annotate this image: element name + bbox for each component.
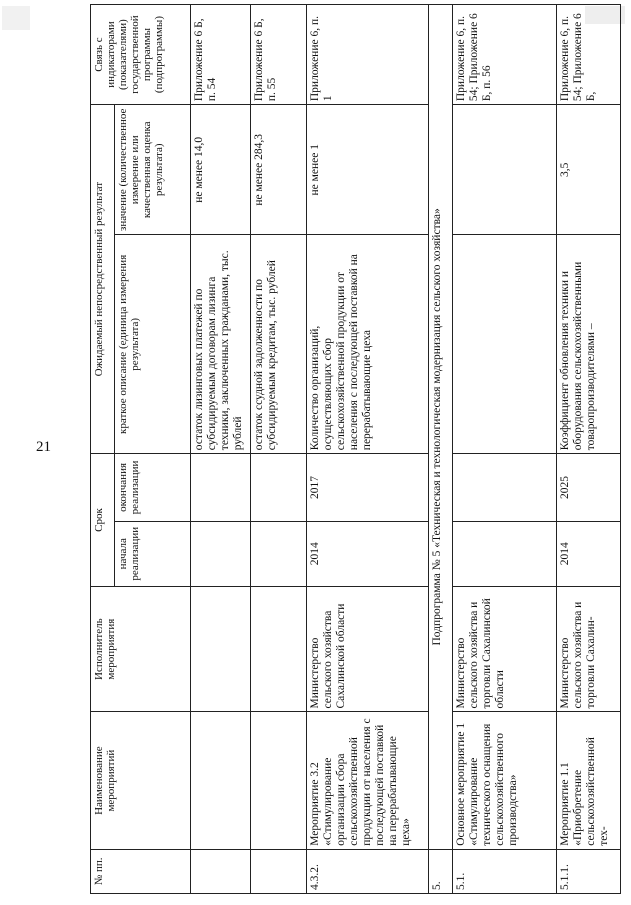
table-row	[307, 5, 429, 894]
cell-executor	[191, 586, 251, 712]
activities-table	[90, 4, 621, 894]
cell-num: 5.1.1.	[557, 849, 621, 893]
cell-end: 2025	[557, 454, 621, 521]
header-result: Ожидаемый непосредственный результат	[91, 105, 115, 454]
subprogram-title: Подпрограмма № 5 «Техническая и технологическая модернизация сельского хозяйства»	[429, 5, 453, 850]
cell-desc: Коэффициент обновления техники и оборудования сельскохозяйственными товаропроизводителями –	[557, 235, 621, 454]
header-result-desc: краткое описание (единица измерения результата)	[115, 235, 191, 454]
cell-start	[191, 521, 251, 586]
rotated-table-container	[90, 4, 620, 894]
header-name: Наименование мероприятий	[91, 712, 191, 849]
table-row	[557, 5, 621, 894]
cell-executor: Министерство сельского хозяйства Сахалинской области	[307, 586, 429, 712]
cell-desc	[453, 235, 557, 454]
cell-value: не менее 284,3	[251, 105, 307, 235]
cell-end	[191, 454, 251, 521]
cell-num: 4.3.2.	[307, 849, 429, 893]
subprogram-row	[429, 5, 453, 894]
cell-start	[453, 521, 557, 586]
header-term-end: окончания реализации	[115, 454, 191, 521]
cell-name: Мероприятие 1.1 «Приобретение сельскохозяйственной тех-	[557, 712, 621, 849]
cell-end	[251, 454, 307, 521]
cell-value	[453, 105, 557, 235]
cell-num	[251, 849, 307, 893]
header-term: Срок	[91, 454, 115, 587]
header-link: Связь с индикаторами (показателями) государственной программы (подпрограммы)	[91, 5, 191, 105]
cell-name: Мероприятие 3.2 «Стимулирование организации сбора сельскохозяйственной продукции от населения с последующей поставкой на перерабатывающие цеха»	[307, 712, 429, 849]
table-row	[191, 5, 251, 894]
cell-end: 2017	[307, 454, 429, 521]
cell-value: 3,5	[557, 105, 621, 235]
cell-executor: Министерство сельского хозяйства и торговли Сахалинской области	[453, 586, 557, 712]
cell-start: 2014	[307, 521, 429, 586]
cell-desc: Количество организаций, осуществляющих сбор сельскохозяйственной продукции от населения с последующей поставкой на перерабатывающие цеха	[307, 235, 429, 454]
cell-num: 5.1.	[453, 849, 557, 893]
cell-executor	[251, 586, 307, 712]
cell-end	[453, 454, 557, 521]
table-row	[453, 5, 557, 894]
cell-link: Приложение 6 Б, п. 54	[191, 5, 251, 105]
header-num: № пп.	[91, 849, 191, 893]
cell-desc: остаток лизинговых платежей по субсидируемым договорам лизинга техники, заключенных гражданами, тыс. рублей	[191, 235, 251, 454]
cell-desc: остаток ссудной задолженности по субсидируемым кредитам, тыс. рублей	[251, 235, 307, 454]
header-row	[91, 5, 115, 894]
cell-start: 2014	[557, 521, 621, 586]
cell-executor: Министерство сельского хозяйства и торговли Сахалин-	[557, 586, 621, 712]
cell-link: Приложение 6, п. 54; Приложение 6 Б,	[557, 5, 621, 105]
cell-link: Приложение 6, п. 1	[307, 5, 429, 105]
header-term-start: начала реализации	[115, 521, 191, 586]
subprogram-num: 5.	[429, 849, 453, 893]
cell-name	[251, 712, 307, 849]
cell-start	[251, 521, 307, 586]
cell-value: не менее 1	[307, 105, 429, 235]
cell-name	[191, 712, 251, 849]
cell-link: Приложение 6, п. 54; Приложение 6 Б, п. 56	[453, 5, 557, 105]
header-executor: Исполнитель мероприятия	[91, 586, 191, 712]
cell-name: Основное мероприятие 1 «Стимулирование технического оснащения сельскохозяйственного производства»	[453, 712, 557, 849]
page-number: 21	[36, 439, 51, 455]
cell-num	[191, 849, 251, 893]
header-result-value: значение (количественное измерение или качественная оценка результата)	[115, 105, 191, 235]
cell-value: не менее 14,0	[191, 105, 251, 235]
cell-link: Приложение 6 Б, п. 55	[251, 5, 307, 105]
table-row	[251, 5, 307, 894]
